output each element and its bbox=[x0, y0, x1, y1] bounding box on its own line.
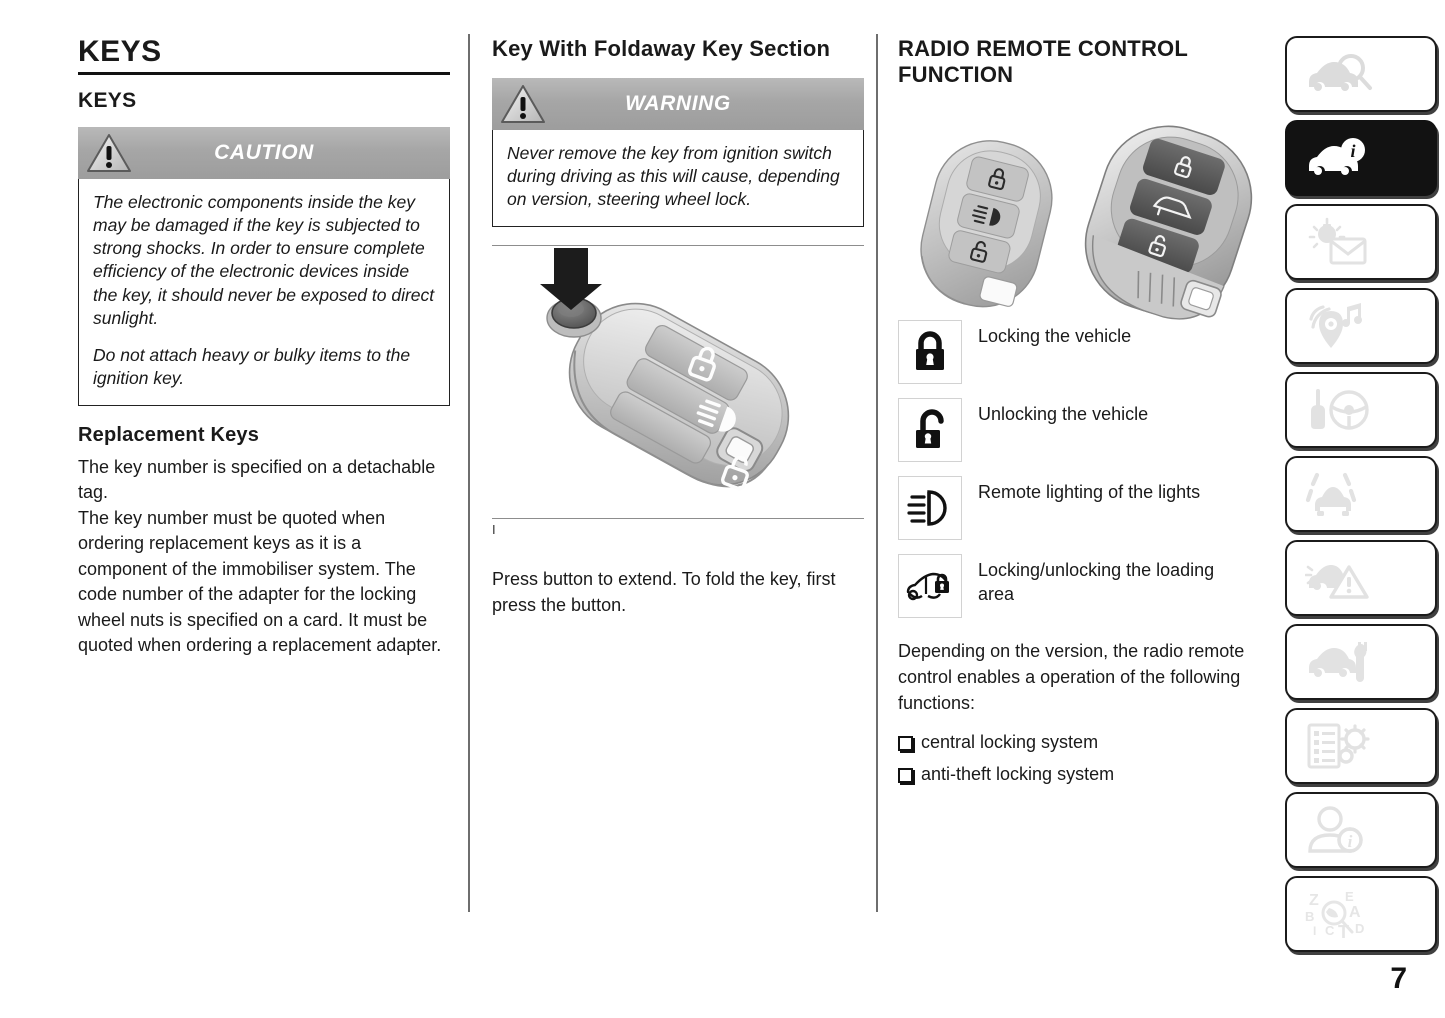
caution-paragraph: The electronic components inside the key may be damaged if the key is subjected to strong shocks. In order to ensure complete efficiency of the electronic devices inside the key, it should never be exposed to direct sunlight. bbox=[93, 191, 435, 328]
bullet-item bbox=[898, 761, 1260, 787]
warning-triangle-icon bbox=[86, 132, 132, 179]
svg-text:Z: Z bbox=[1309, 892, 1319, 909]
tab-maintenance-and-care[interactable] bbox=[1285, 624, 1437, 700]
bullet-item bbox=[898, 729, 1260, 755]
page-number: 7 bbox=[1390, 962, 1407, 995]
svg-text:T: T bbox=[1338, 922, 1349, 939]
tab-safety[interactable] bbox=[1285, 456, 1437, 532]
tab-emergency[interactable] bbox=[1285, 540, 1437, 616]
svg-text:A: A bbox=[1349, 904, 1361, 921]
audio-navigation-icon bbox=[1305, 301, 1373, 351]
legend-row-loading-area bbox=[898, 554, 1260, 618]
tab-multimedia[interactable] bbox=[1285, 288, 1437, 364]
tab-alphabetical-index[interactable] bbox=[1285, 876, 1437, 952]
figure-label: I bbox=[492, 521, 496, 537]
legend-row-locking bbox=[898, 320, 1260, 384]
svg-text:B: B bbox=[1305, 909, 1315, 924]
gearshift-steering-wheel-icon bbox=[1305, 385, 1373, 435]
column-two bbox=[492, 36, 864, 636]
chapter-title: KEYS bbox=[78, 35, 162, 68]
bullet-label: central locking system bbox=[921, 731, 1099, 752]
tab-customer-assistance[interactable] bbox=[1285, 792, 1437, 868]
caution-header bbox=[78, 127, 450, 179]
tab-starting-and-driving[interactable] bbox=[1285, 372, 1437, 448]
warning-lamp-envelope-icon bbox=[1305, 217, 1373, 267]
svg-text:I: I bbox=[1313, 924, 1317, 938]
car-wrench-icon bbox=[1305, 638, 1373, 686]
legend-row-lighting bbox=[898, 476, 1260, 540]
column-divider-1 bbox=[468, 34, 470, 912]
column-divider-2 bbox=[876, 34, 878, 912]
padlock-open-icon bbox=[898, 398, 962, 462]
replacement-keys-heading: Replacement Keys bbox=[78, 423, 260, 446]
press-arrow-icon bbox=[540, 248, 602, 310]
svg-text:D: D bbox=[1355, 921, 1365, 936]
caution-body bbox=[78, 179, 450, 406]
document-gears-icon bbox=[1305, 721, 1373, 771]
caution-block bbox=[78, 127, 450, 406]
person-info-icon bbox=[1305, 805, 1373, 855]
tab-getting-to-know-vehicle[interactable] bbox=[1285, 36, 1437, 112]
bullet-label: anti-theft locking system bbox=[921, 763, 1115, 784]
column-three bbox=[898, 36, 1260, 793]
square-bullet-icon bbox=[898, 736, 913, 751]
replacement-keys-paragraph: The key number is specified on a detachable tag. bbox=[78, 456, 436, 503]
warning-paragraph: Never remove the key from ignition switch during driving as this will cause, depending on version, steering wheel lock. bbox=[507, 142, 840, 210]
car-info-icon bbox=[1305, 134, 1373, 182]
foldaway-key-figure bbox=[492, 245, 864, 618]
foldaway-key-title: Key With Foldaway Key Section bbox=[492, 36, 831, 61]
figure-caption: Press button to extend. To fold the key, first press the button. bbox=[492, 568, 836, 615]
padlock-closed-icon bbox=[898, 320, 962, 384]
warning-header bbox=[492, 78, 864, 130]
legend-label: Remote lighting of the lights bbox=[978, 481, 1201, 502]
replacement-keys-paragraph: The key number must be quoted when ordering replacement keys as it is a component of the immobiliser system. The code number of the adapter for the locking wheel nuts is specified on a card. It must be quoted when ordering a replacement adapter. bbox=[78, 507, 442, 656]
warning-triangle-icon bbox=[500, 83, 546, 130]
tab-warning-lights-messages[interactable] bbox=[1285, 204, 1437, 280]
radio-remote-title: RADIO REMOTE CONTROL FUNCTION bbox=[898, 36, 1188, 87]
car-hazard-triangle-icon bbox=[1305, 553, 1373, 603]
square-bullet-icon bbox=[898, 768, 913, 783]
section-title: KEYS bbox=[78, 88, 137, 112]
tab-knowing-your-vehicle[interactable] bbox=[1285, 120, 1437, 196]
caution-paragraph: Do not attach heavy or bulky items to the ignition key. bbox=[93, 345, 411, 389]
svg-text:i: i bbox=[1350, 141, 1356, 161]
car-magnifier-icon bbox=[1305, 50, 1373, 98]
chapter-tab-rail bbox=[1285, 36, 1437, 960]
chapter-rule bbox=[78, 72, 450, 75]
foldaway-key-illustration bbox=[492, 246, 864, 518]
svg-text:i: i bbox=[1347, 832, 1353, 851]
svg-text:E: E bbox=[1345, 889, 1354, 904]
svg-text:C: C bbox=[1325, 923, 1335, 938]
radio-remote-intro: Depending on the version, the radio remote control enables a operation of the following functions: bbox=[898, 640, 1245, 714]
legend-row-unlocking bbox=[898, 398, 1260, 462]
headlight-beam-icon bbox=[898, 476, 962, 540]
caution-label: CAUTION bbox=[214, 140, 314, 164]
warning-block bbox=[492, 78, 864, 227]
column-one bbox=[78, 36, 450, 671]
car-loading-area-lock-icon bbox=[898, 554, 962, 618]
warning-body bbox=[492, 130, 864, 227]
legend-label: Unlocking the vehicle bbox=[978, 403, 1149, 424]
legend-label: Locking the vehicle bbox=[978, 325, 1132, 346]
tab-technical-specifications[interactable] bbox=[1285, 708, 1437, 784]
legend-label: Locking/unlocking the loading area bbox=[978, 559, 1215, 605]
warning-label: WARNING bbox=[625, 91, 731, 115]
car-lane-icon bbox=[1305, 469, 1373, 519]
letters-magnifier-icon bbox=[1305, 889, 1385, 939]
radio-remote-keys-illustration bbox=[898, 104, 1260, 320]
